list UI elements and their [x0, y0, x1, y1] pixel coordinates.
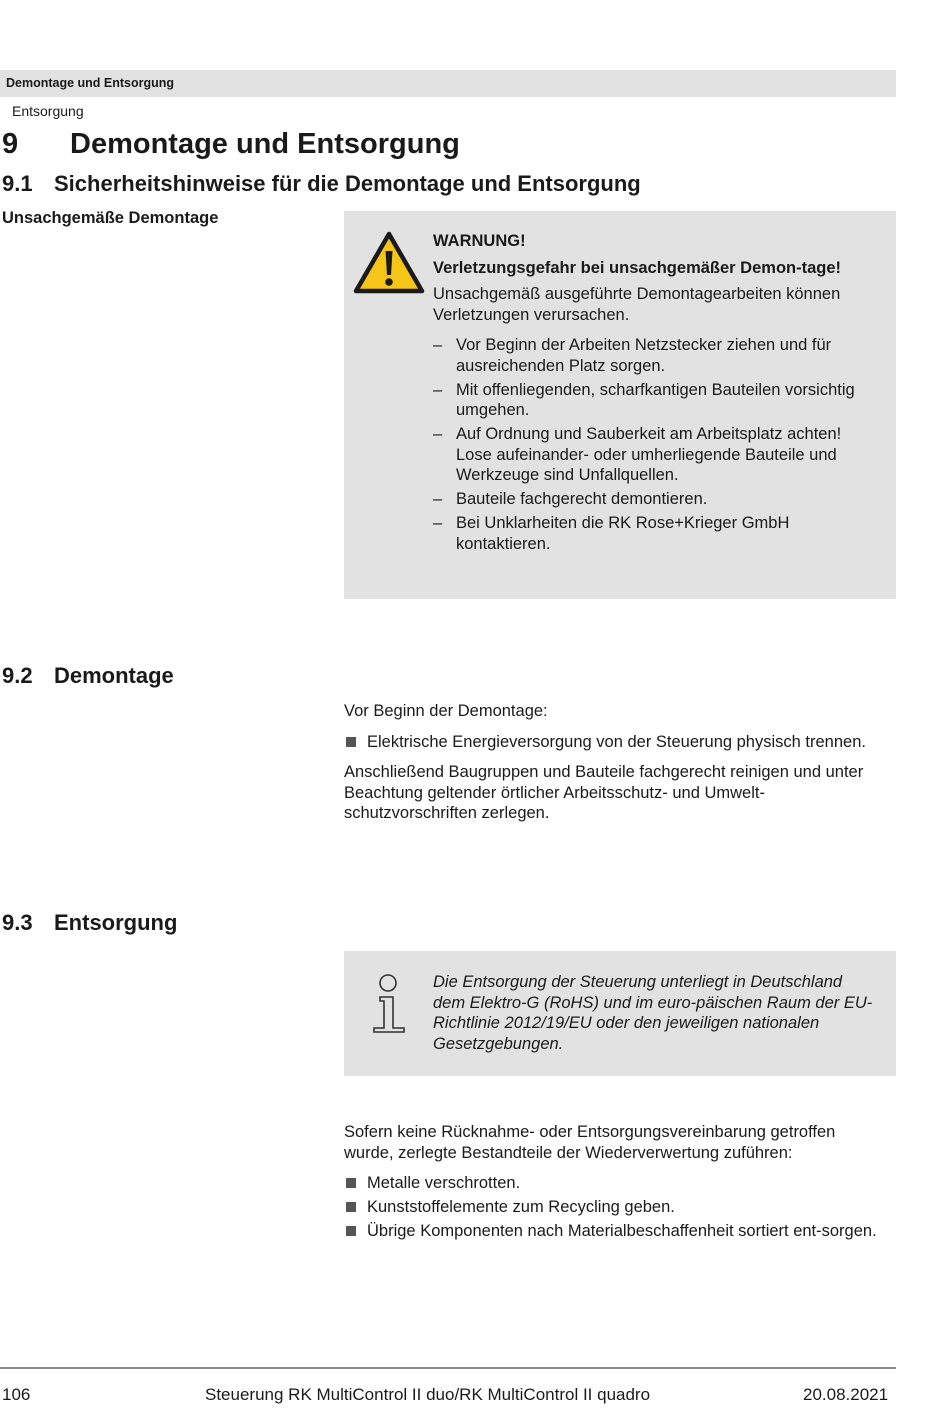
list-item: – Vor Beginn der Arbeiten Netzstecker ziehen und für ausreichenden Platz sorgen. [433, 335, 873, 376]
list-item: Übrige Komponenten nach Materialbeschaffenheit sortiert ent-sorgen. [344, 1221, 889, 1242]
warning-body [433, 231, 873, 558]
section-9-3-body [344, 1122, 889, 1245]
footer-title: Steuerung RK MultiControl II duo/RK MultiControl II quadro [205, 1385, 651, 1404]
paragraph: Sofern keine Rücknahme- oder Entsorgungsvereinbarung getroffen wurde, zerlegte Bestandteile der Wiederverwertung zuführen: [344, 1123, 836, 1162]
chapter-heading [2, 128, 460, 161]
footer-date: 20.08.2021 [803, 1385, 889, 1404]
chapter-number: 9 [2, 128, 19, 160]
section-heading-9-2 [2, 663, 174, 689]
paragraph: Vor Beginn der Demontage: [344, 702, 548, 720]
running-header-subsection: Entsorgung [12, 103, 84, 119]
warning-list [433, 335, 873, 554]
info-icon [370, 973, 410, 1035]
section-title: Demontage [54, 663, 174, 688]
info-text: Die Entsorgung der Steuerung unterliegt in Deutschland dem Elektro-G (RoHS) und im euro-päischen Raum der EU-Richtlinie 2012/19/EU oder den jeweiligen nationalen Gesetzgebungen. [433, 973, 873, 1053]
section-title: Entsorgung [54, 910, 178, 935]
list-item: Kunststoffelemente zum Recycling geben. [344, 1197, 889, 1218]
list-item: Metalle verschrotten. [344, 1173, 889, 1194]
warning-text: Unsachgemäß ausgeführte Demontagearbeiten können Verletzungen verursachen. [433, 285, 841, 324]
running-header-section: Demontage und Entsorgung [6, 76, 175, 90]
side-label: Unsachgemäße Demontage [2, 209, 219, 227]
bullet-list [344, 732, 889, 753]
paragraph: Anschließend Baugruppen und Bauteile fachgerecht reinigen und unter Beachtung geltender örtlicher Arbeitsschutz- und Umwelt-schutzvorschriften zerlegen. [344, 763, 864, 822]
list-item: – Mit offenliegenden, scharfkantigen Bauteilen vorsichtig umgehen. [433, 380, 873, 421]
warning-title: WARNUNG! [433, 232, 526, 250]
section-number: 9.1 [2, 171, 33, 196]
info-box [344, 951, 896, 1076]
page-number: 106 [2, 1385, 31, 1404]
section-9-2-body [344, 701, 889, 824]
warning-triangle-icon [353, 231, 425, 295]
section-heading-9-1 [2, 171, 641, 197]
list-item: Elektrische Energieversorgung von der Steuerung physisch trennen. [344, 732, 889, 753]
list-item: – Bauteile fachgerecht demontieren. [433, 489, 873, 510]
list-item: – Auf Ordnung und Sauberkeit am Arbeitsplatz achten! Lose aufeinander- oder umherliegende Bauteile und Werkzeuge sind Unfallquellen. [433, 424, 873, 486]
section-heading-9-3 [2, 910, 177, 936]
section-number: 9.2 [2, 663, 33, 688]
footer-divider [0, 1367, 896, 1369]
running-header [0, 70, 896, 97]
warning-box [344, 211, 896, 599]
warning-subtitle: Verletzungsgefahr bei unsachgemäßer Demon-tage! [433, 258, 842, 277]
chapter-title: Demontage und Entsorgung [70, 128, 460, 160]
list-item: – Bei Unklarheiten die RK Rose+Krieger GmbH kontaktieren. [433, 513, 873, 554]
section-number: 9.3 [2, 910, 33, 935]
bullet-list [344, 1173, 889, 1242]
section-title: Sicherheitshinweise für die Demontage und Entsorgung [54, 171, 641, 196]
